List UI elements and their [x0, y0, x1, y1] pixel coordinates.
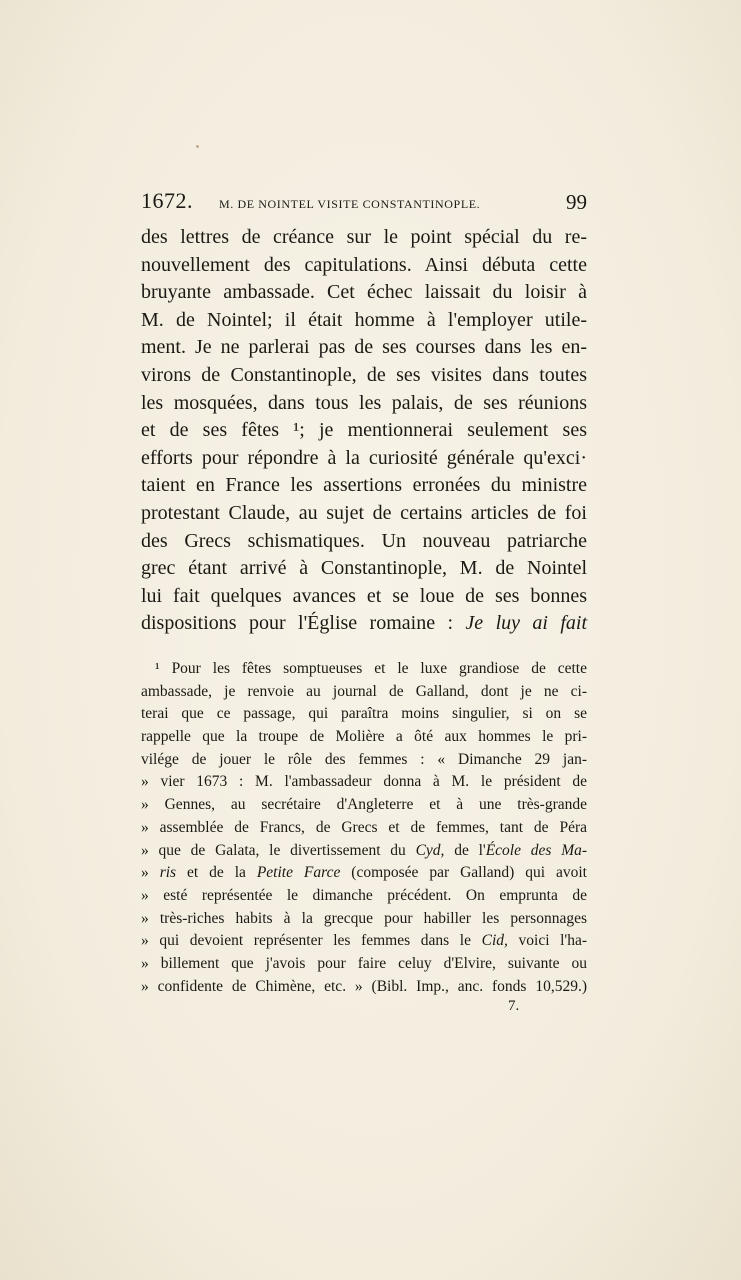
footnote-line: » esté représentée le dimanche précédent. On emprunta de: [141, 886, 587, 904]
body-line: lui fait quelques avances et se loue de ses bonnes: [141, 584, 587, 607]
body-line-last: [141, 610, 587, 638]
footnote-line: vilége de jouer le rôle des femmes : « Dimanche 29 jan-: [141, 750, 587, 768]
body-line: nouvellement des capitulations. Ainsi débuta cette: [141, 253, 587, 276]
body-line: taient en France les assertions erronées du ministre: [141, 474, 587, 497]
fn-text: » qui devoient représenter les femmes dans le: [141, 932, 471, 950]
footnote: [141, 658, 587, 998]
body-line: ment. Je ne parlerai pas de ses courses dans les en-: [141, 336, 587, 359]
body-line: efforts pour répondre à la curiosité générale qu'exci·: [141, 446, 587, 469]
fn-text: et de la: [187, 864, 246, 882]
footnote-line: » billement que j'avois pour faire celuy d'Elvire, suivante ou: [141, 954, 587, 972]
body-line: les mosquées, dans tous les palais, de ses réunions: [141, 391, 587, 414]
footnote-line: » confidente de Chimène, etc. » (Bibl. Imp., anc. fonds 10,529.): [141, 977, 587, 995]
body-line: grec étant arrivé à Constantinople, M. de Nointel: [141, 557, 587, 580]
fn-italic-petite-farce: Petite Farce: [256, 864, 341, 882]
footnote-line: » assemblée de Francs, de Grecs et de femmes, tant de Péra: [141, 818, 587, 836]
body-line: M. de Nointel; il était homme à l'employer utile-: [141, 308, 587, 331]
fn-italic-cyd: Cyd,: [415, 841, 445, 859]
body-line: bruyante ambassade. Cet échec laissait du loisir à: [141, 281, 587, 304]
footnote-line: » vier 1673 : M. l'ambassadeur donna à M. le président de: [141, 773, 587, 791]
body-last-italic: Je luy ai fait: [465, 612, 587, 635]
body-line: virons de Constantinople, de ses visites dans toutes: [141, 363, 587, 386]
body-last-text: dispositions pour l'Église romaine :: [141, 612, 454, 635]
footnote-line: ¹ Pour les fêtes somptueuses et le luxe grandiose de cette: [155, 660, 587, 677]
footnote-line: [141, 840, 587, 863]
body-line: protestant Claude, au sujet de certains articles de foi: [141, 501, 587, 524]
paper-speck: [196, 145, 199, 148]
footnote-line: [141, 930, 587, 953]
fn-text: » que de Galata, le divertissement du: [141, 841, 406, 859]
footnote-line: ambassade, je renvoie au journal de Galland, dont je ne ci-: [141, 682, 587, 700]
footnote-line: » Gennes, au secrétaire d'Angleterre et à une très-grande: [141, 796, 587, 814]
fn-italic-cid: Cid,: [481, 932, 508, 950]
fn-italic-ris: ris: [159, 864, 177, 882]
signature-mark: 7.: [508, 998, 520, 1014]
footnote-line: rappelle que la troupe de Molière a ôté aux hommes le pri-: [141, 728, 587, 746]
page-number: 99: [566, 190, 587, 214]
fn-text: de l': [454, 841, 486, 859]
body-line: et de ses fêtes ¹; je mentionnerai seulement ses: [141, 419, 587, 442]
fn-text: (composée par Galland) qui avoit: [351, 864, 587, 882]
footnote-line: [141, 862, 587, 885]
header-year: 1672.: [141, 188, 193, 213]
body-line: des Grecs schismatiques. Un nouveau patriarche: [141, 529, 587, 552]
footnote-line: terai que ce passage, qui paraîtra moins singulier, si on se: [141, 705, 587, 723]
fn-text: voici l'ha-: [518, 932, 588, 950]
fn-italic-ecole: École des Ma-: [485, 841, 588, 859]
running-header: [141, 188, 587, 218]
main-text: [141, 224, 587, 638]
fn-text: »: [141, 864, 149, 882]
header-title: M. DE NOINTEL VISITE CONSTANTINOPLE.: [219, 197, 481, 211]
body-line: des lettres de créance sur le point spécial du re-: [141, 226, 587, 248]
footnote-line: » très-riches habits à la grecque pour habiller les personnages: [141, 909, 587, 927]
